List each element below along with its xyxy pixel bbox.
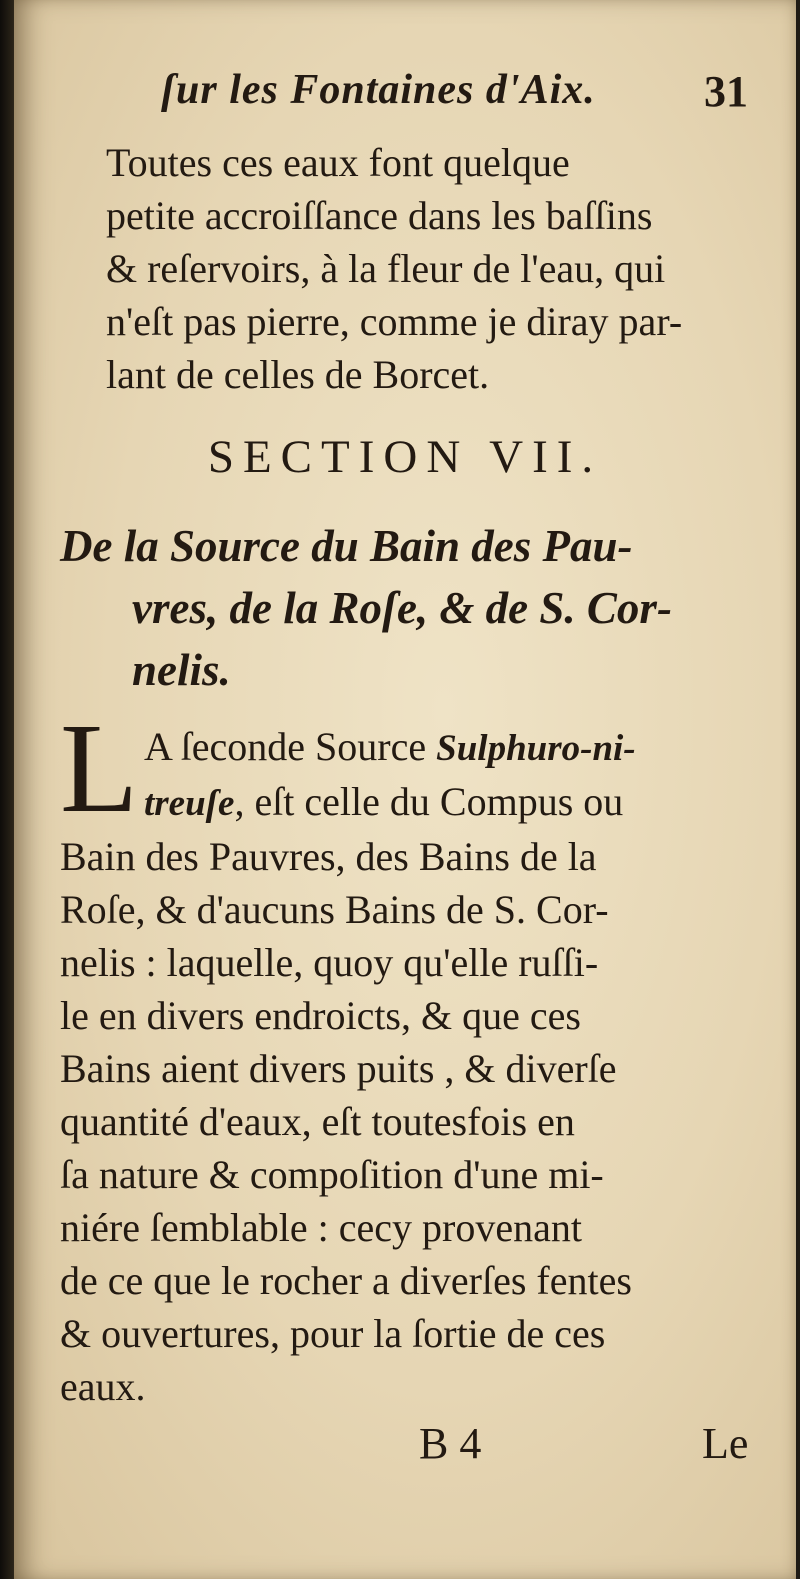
signature-mark: B 4 — [419, 1419, 482, 1468]
text-line: n'eſt pas pierre, comme je diray par- — [106, 299, 683, 344]
text-line: le en divers endroicts, & que ces — [60, 993, 581, 1038]
section-title-line: nelis. — [132, 645, 231, 695]
text-line: eaux. — [60, 1364, 146, 1409]
section-title — [60, 515, 775, 701]
text-line — [60, 720, 775, 775]
section-heading: SECTION VII. — [207, 431, 603, 483]
paragraph-1 — [60, 136, 775, 401]
text-line: Bain des Pauvres, des Bains de la — [60, 834, 597, 879]
text-line: & reſervoirs, à la fleur de l'eau, qui — [106, 246, 666, 291]
running-title: ſur les Fontaines d'Aix. — [161, 67, 596, 113]
paragraph-2 — [60, 720, 775, 1413]
text-line: Toutes ces eaux font quelque — [106, 140, 570, 185]
drop-cap: L — [60, 697, 139, 839]
text-line: quantité d'eaux, eſt toutesfois en — [60, 1099, 575, 1144]
text-line: niére ſemblable : cecy provenant — [60, 1205, 582, 1250]
italic-term: Sulphuro-ni- — [436, 728, 636, 769]
text-line — [60, 775, 775, 830]
text-line: & ouvertures, pour la ſortie de ces — [60, 1311, 606, 1356]
section-title-line: De la Source du Bain des Pau- — [60, 521, 633, 571]
italic-term: treuſe — [144, 783, 235, 824]
page-number: 31 — [704, 67, 748, 116]
section-title-line: vres, de la Roſe, & de S. Cor- — [132, 583, 672, 633]
text-line: petite accroiſſance dans les baſſins — [106, 193, 653, 238]
text-run: A ſeconde Source — [144, 724, 437, 769]
text-run: , eſt celle du Compus ou — [234, 779, 624, 824]
book-page — [14, 0, 796, 1579]
text-line: de ce que le rocher a diverſes fentes — [60, 1258, 632, 1303]
text-line: nelis : laquelle, quoy qu'elle ruſſi- — [60, 940, 599, 985]
text-line: ſa nature & compoſition d'une mi- — [60, 1152, 604, 1197]
catchword: Le — [702, 1419, 749, 1468]
text-line: Bains aient divers puits , & diverſe — [60, 1046, 617, 1091]
running-head — [149, 66, 769, 126]
text-line: lant de celles de Borcet. — [106, 352, 490, 397]
text-line: Roſe, & d'aucuns Bains de S. Cor- — [60, 887, 609, 932]
